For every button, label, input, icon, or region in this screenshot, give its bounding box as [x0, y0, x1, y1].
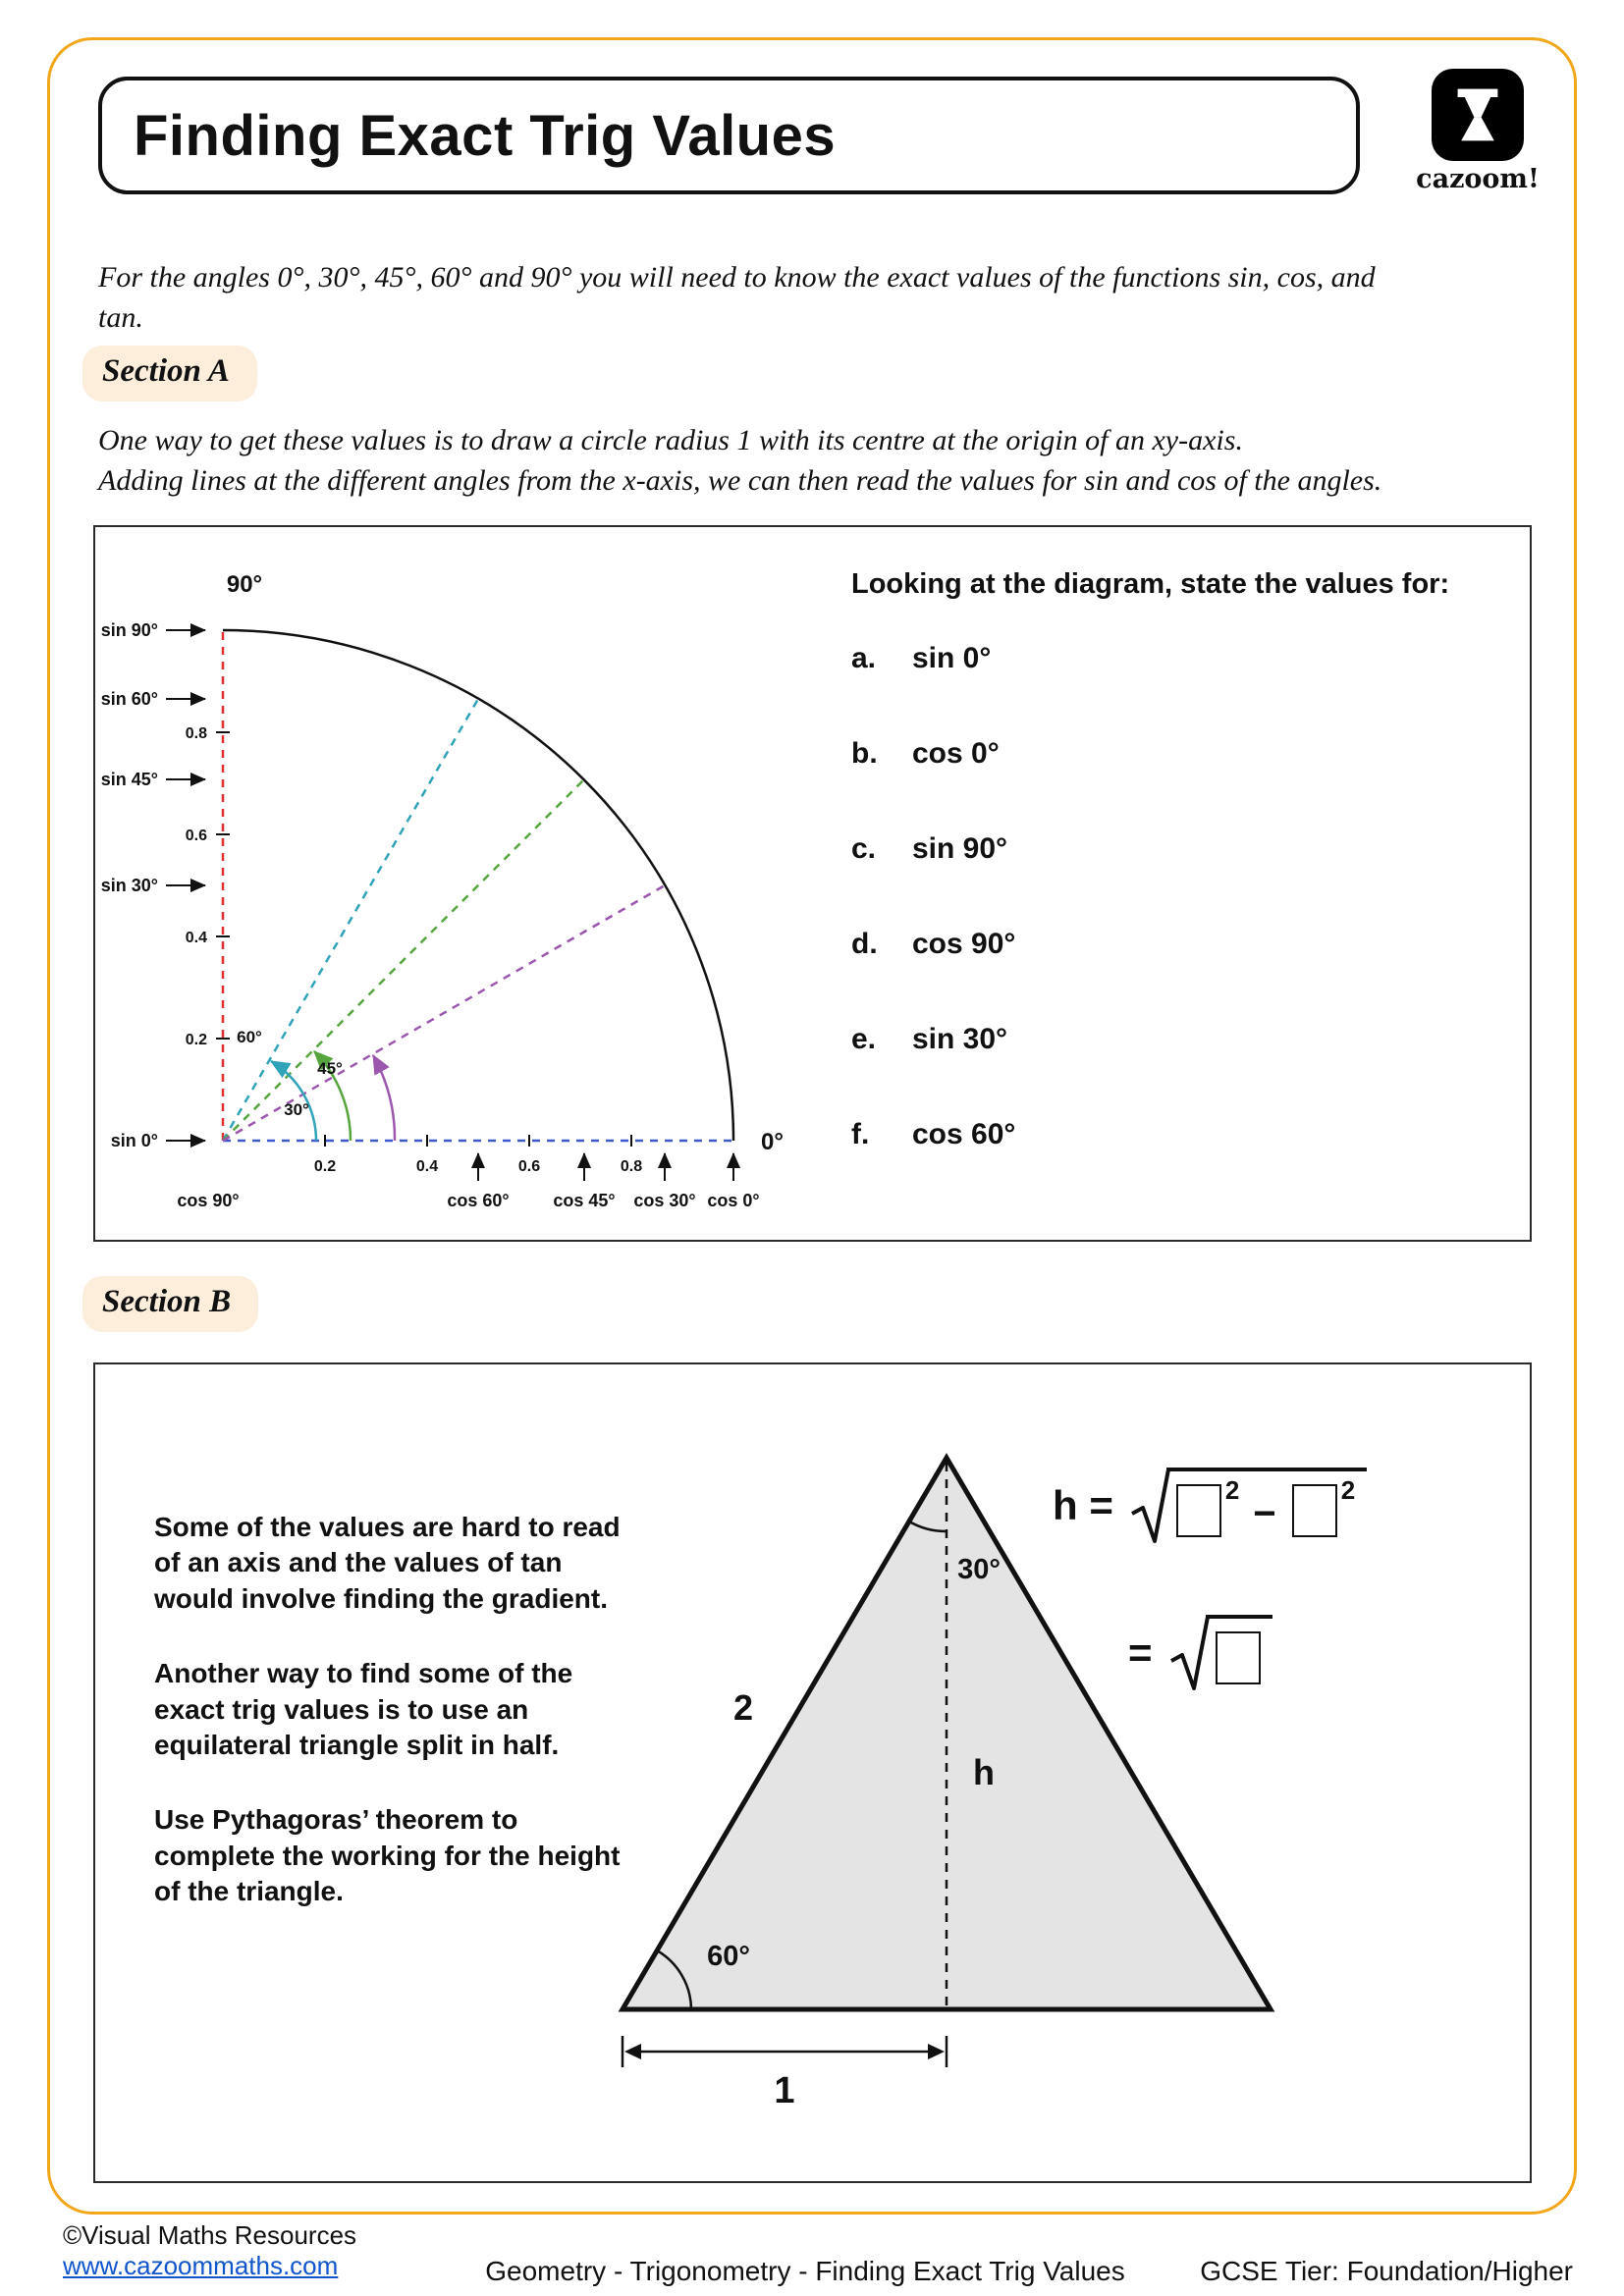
radius-line-45: [223, 779, 584, 1141]
angle-label-30: 30°: [284, 1100, 309, 1119]
page-title: Finding Exact Trig Values: [134, 103, 837, 168]
exponent: 2: [1340, 1475, 1356, 1505]
logo-wordmark: cazoom!: [1416, 164, 1540, 194]
question-letter: e.: [851, 1023, 877, 1055]
question-text: sin 30°: [912, 1023, 1008, 1055]
note-paragraph-1: Some of the values are hard to read of an axis and the values of tan would involve finding the gradient.: [154, 1512, 621, 1614]
section-a-desc-line-2: Adding lines at the different angles from the x-axis, we can then read the values for sin and cos of the angles.: [98, 464, 1382, 498]
note-paragraph-3: Use Pythagoras’ theorem to complete the working for the height of the triangle.: [154, 1804, 621, 1907]
section-b-heading: [82, 1276, 258, 1332]
half-base-label: 1: [774, 2070, 795, 2111]
question-letter: a.: [851, 642, 877, 674]
section-a-heading: [82, 346, 257, 401]
sin-0-label: sin 0°: [110, 1131, 158, 1150]
square-root: [1168, 1610, 1272, 1694]
apex-angle-label: 30°: [957, 1554, 1001, 1585]
question-letter: d.: [851, 928, 878, 960]
square-root: [1129, 1463, 1367, 1547]
questions-title: Looking at the diagram, state the values for:: [851, 568, 1450, 600]
base-angle-label: 60°: [707, 1941, 750, 1972]
section-a-label: Section A: [82, 346, 257, 401]
section-a-desc-line-1: One way to get these values is to draw a circle radius 1 with its centre at the origin of an xy-axis.: [98, 424, 1243, 456]
pythagoras-working-line-2: [1128, 1610, 1272, 1694]
radicand: [1166, 1468, 1367, 1547]
y-tick-label: 0.2: [185, 1032, 207, 1048]
question-text: cos 0°: [912, 737, 1000, 770]
y-tick-label: 0.6: [185, 828, 207, 844]
answer-box-3[interactable]: [1216, 1631, 1261, 1684]
unit-circle-diagram: [95, 527, 841, 1244]
formula-lhs: h =: [1053, 1482, 1113, 1528]
angle-label-45: 45°: [317, 1059, 343, 1078]
intro-line-1: For the angles 0°, 30°, 45°, 60° and 90° you will need to know the exact values of the functions sin, cos, and: [98, 261, 1376, 294]
cos-45-label: cos 45°: [553, 1191, 616, 1210]
radical-sign-icon: [1168, 1610, 1210, 1694]
question-letter: b.: [851, 737, 878, 770]
ninety-degrees-label: 90°: [226, 571, 263, 598]
hypotenuse-label: 2: [732, 1687, 754, 1728]
intro-line-2: tan.: [98, 301, 143, 335]
cos-60-label: cos 60°: [447, 1191, 510, 1210]
question-letter: c.: [851, 832, 877, 865]
note-paragraph-2: Another way to find some of the exact trig values is to use an equilateral triangle split in half.: [154, 1658, 573, 1760]
x-tick-label: 0.6: [517, 1158, 541, 1175]
question-item-a: [851, 642, 1511, 737]
footer-tier-label: GCSE Tier: Foundation/Higher: [1200, 2256, 1573, 2286]
question-item-e: [851, 1023, 1511, 1118]
sin-45-label: sin 45°: [100, 770, 158, 789]
question-item-c: [851, 832, 1511, 928]
section-a-description: [98, 420, 1561, 502]
radical-sign-icon: [1129, 1463, 1170, 1547]
zero-degrees-label: 0°: [761, 1129, 784, 1155]
formula-equals: =: [1128, 1629, 1153, 1676]
angle-label-60: 60°: [237, 1028, 262, 1046]
x-tick-label: 0.2: [313, 1158, 337, 1175]
cazoom-logo: [1406, 69, 1549, 194]
pythagoras-working-line-1: [1053, 1463, 1367, 1547]
x-tick-label: 0.4: [415, 1158, 439, 1175]
website-link[interactable]: www.cazoommaths.com: [63, 2251, 339, 2280]
half-base-measure-arrow: [623, 2036, 947, 2067]
questions-block: [851, 568, 1511, 1213]
cazoom-logo-icon: [1432, 69, 1524, 161]
copyright-text: ©Visual Maths Resources: [63, 2220, 357, 2250]
triangle-panel: [93, 1362, 1532, 2183]
intro-text: [98, 257, 1551, 339]
cos-90-label: cos 90°: [177, 1191, 240, 1210]
footer-left: [63, 2220, 356, 2281]
answer-box-2[interactable]: [1292, 1484, 1337, 1537]
minus-sign: −: [1253, 1492, 1276, 1535]
cos-30-label: cos 30°: [633, 1191, 696, 1210]
radicand: [1206, 1615, 1272, 1694]
answer-box-1[interactable]: [1176, 1484, 1221, 1537]
question-text: cos 60°: [912, 1118, 1016, 1150]
sin-label-arrows: [166, 630, 205, 1141]
sin-30-label: sin 30°: [100, 876, 158, 895]
question-text: sin 0°: [912, 642, 992, 674]
question-item-d: [851, 928, 1511, 1023]
question-letter: f.: [851, 1118, 870, 1150]
y-tick-label: 0.4: [185, 930, 207, 946]
cos-0-label: cos 0°: [707, 1191, 760, 1210]
question-text: sin 90°: [912, 832, 1008, 865]
title-box: [98, 77, 1360, 194]
hourglass-icon: [1442, 80, 1513, 150]
questions-list: [851, 642, 1511, 1213]
cos-label-arrows: [478, 1153, 733, 1181]
angle-arc-30: [373, 1055, 395, 1141]
sin-60-label: sin 60°: [100, 689, 158, 709]
question-item-f: [851, 1118, 1511, 1213]
question-text: cos 90°: [912, 928, 1016, 960]
x-tick-label: 0.8: [620, 1158, 643, 1175]
radius-line-60: [223, 699, 478, 1141]
height-label: h: [973, 1752, 995, 1792]
footer-breadcrumb: Geometry - Trigonometry - Finding Exact Trig Values: [485, 2256, 1125, 2286]
question-item-b: [851, 737, 1511, 832]
unit-circle-panel: [93, 525, 1532, 1242]
exponent: 2: [1224, 1475, 1240, 1505]
section-b-notes: [154, 1510, 637, 1949]
y-tick-label: 0.8: [185, 725, 207, 742]
section-b-label: Section B: [82, 1276, 258, 1332]
sin-90-label: sin 90°: [100, 620, 158, 640]
